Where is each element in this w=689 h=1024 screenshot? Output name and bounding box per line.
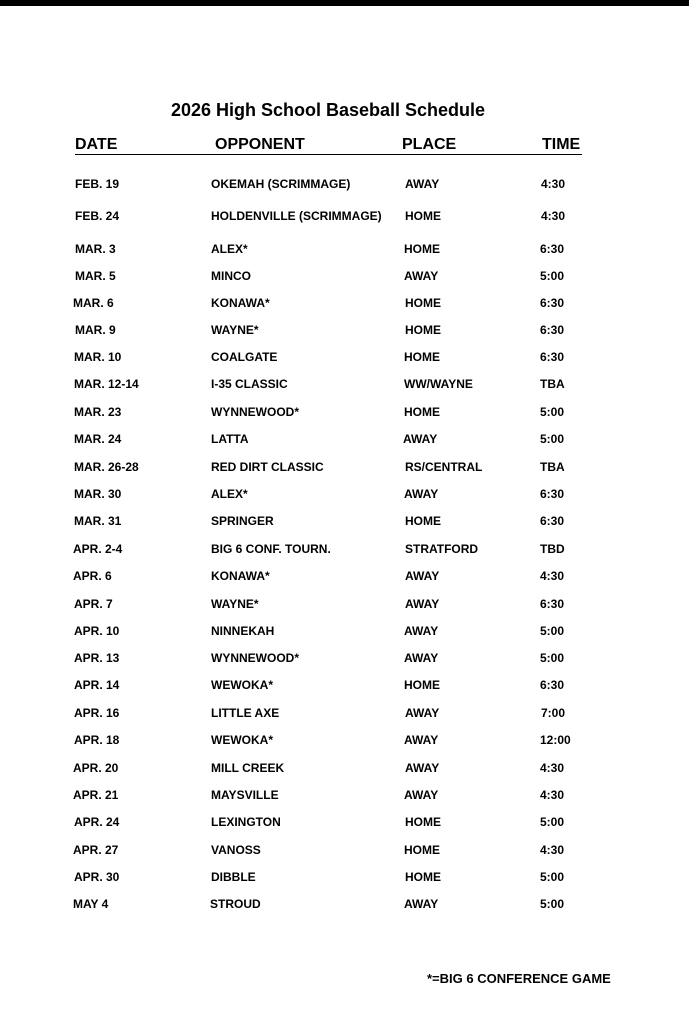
time-cell: 6:30	[540, 296, 565, 310]
place-cell: HOME	[405, 514, 441, 528]
place-cell: AWAY	[405, 597, 440, 611]
time-cell: 5:00	[540, 405, 565, 419]
time-cell: 4:30	[540, 761, 565, 775]
footnote: *=BIG 6 CONFERENCE GAME	[427, 971, 611, 986]
opponent-cell: MINCO	[211, 269, 251, 283]
place-cell: AWAY	[405, 569, 440, 583]
time-cell: 4:30	[541, 177, 566, 191]
place-cell: HOME	[404, 405, 440, 419]
opponent-cell: VANOSS	[211, 843, 261, 857]
date-cell: FEB. 19	[75, 177, 120, 191]
time-cell: 4:30	[540, 843, 565, 857]
opponent-cell: SPRINGER	[211, 514, 274, 528]
date-cell: MAR. 24	[74, 432, 122, 446]
header-place: PLACE	[402, 136, 457, 153]
date-cell: APR. 18	[74, 733, 120, 747]
opponent-cell: KONAWA*	[211, 296, 270, 310]
time-cell: 6:30	[540, 487, 565, 501]
place-cell: HOME	[405, 209, 441, 223]
time-cell: 5:00	[540, 651, 565, 665]
date-cell: FEB. 24	[75, 209, 120, 223]
place-cell: HOME	[404, 242, 440, 256]
place-cell: HOME	[405, 323, 441, 337]
place-cell: RS/CENTRAL	[405, 460, 483, 474]
place-cell: AWAY	[405, 177, 440, 191]
opponent-cell: OKEMAH (SCRIMMAGE)	[211, 177, 351, 191]
opponent-cell: MAYSVILLE	[211, 788, 279, 802]
date-cell: MAR. 30	[74, 487, 122, 501]
opponent-cell: STROUD	[210, 897, 261, 911]
opponent-cell: KONAWA*	[211, 569, 270, 583]
time-cell: 6:30	[540, 514, 565, 528]
place-cell: AWAY	[404, 651, 439, 665]
place-cell: AWAY	[404, 624, 439, 638]
opponent-cell: WYNNEWOOD*	[211, 651, 299, 665]
time-cell: 5:00	[540, 624, 565, 638]
date-cell: APR. 7	[74, 597, 113, 611]
time-cell: 4:30	[541, 209, 566, 223]
opponent-cell: WAYNE*	[211, 597, 259, 611]
opponent-cell: BIG 6 CONF. TOURN.	[211, 542, 331, 556]
date-cell: APR. 13	[74, 651, 120, 665]
date-cell: MAY 4	[73, 897, 109, 911]
time-cell: 7:00	[541, 706, 566, 720]
time-cell: 4:30	[540, 788, 565, 802]
date-cell: APR. 30	[74, 870, 120, 884]
opponent-cell: LATTA	[211, 432, 249, 446]
place-cell: HOME	[405, 815, 441, 829]
opponent-cell: COALGATE	[211, 350, 278, 364]
date-cell: APR. 21	[73, 788, 119, 802]
opponent-cell: ALEX*	[211, 487, 248, 501]
date-cell: MAR. 10	[74, 350, 122, 364]
date-cell: MAR. 9	[75, 323, 116, 337]
opponent-cell: RED DIRT CLASSIC	[211, 460, 324, 474]
opponent-cell: NINNEKAH	[211, 624, 275, 638]
time-cell: TBA	[540, 377, 565, 391]
opponent-cell: I-35 CLASSIC	[211, 377, 288, 391]
date-cell: MAR. 5	[75, 269, 116, 283]
time-cell: 5:00	[540, 815, 565, 829]
date-cell: APR. 27	[73, 843, 119, 857]
date-cell: APR. 6	[73, 569, 112, 583]
place-cell: STRATFORD	[405, 542, 479, 556]
place-cell: AWAY	[404, 788, 439, 802]
date-cell: APR. 14	[74, 678, 120, 692]
header-opponent: OPPONENT	[215, 136, 305, 153]
header-time: TIME	[542, 136, 581, 153]
place-cell: AWAY	[404, 269, 439, 283]
time-cell: TBD	[540, 542, 565, 556]
date-cell: MAR. 3	[75, 242, 116, 256]
opponent-cell: LITTLE AXE	[211, 706, 280, 720]
date-cell: MAR. 23	[74, 405, 122, 419]
page-title: 2026 High School Baseball Schedule	[170, 100, 486, 120]
place-cell: AWAY	[405, 706, 440, 720]
time-cell: 5:00	[540, 432, 565, 446]
time-cell: 4:30	[540, 569, 565, 583]
opponent-cell: MILL CREEK	[211, 761, 285, 775]
date-cell: MAR. 6	[73, 296, 114, 310]
place-cell: AWAY	[405, 761, 440, 775]
place-cell: AWAY	[404, 733, 439, 747]
time-cell: 6:30	[540, 350, 565, 364]
opponent-cell: DIBBLE	[211, 870, 256, 884]
opponent-cell: WEWOKA*	[211, 678, 273, 692]
opponent-cell: LEXINGTON	[211, 815, 281, 829]
opponent-cell: WAYNE*	[211, 323, 259, 337]
place-cell: WW/WAYNE	[404, 377, 473, 391]
place-cell: HOME	[404, 843, 440, 857]
time-cell: TBA	[540, 460, 565, 474]
time-cell: 6:30	[540, 242, 565, 256]
time-cell: 5:00	[540, 269, 565, 283]
date-cell: APR. 16	[74, 706, 120, 720]
place-cell: AWAY	[403, 432, 438, 446]
date-cell: APR. 20	[73, 761, 119, 775]
time-cell: 5:00	[540, 897, 565, 911]
date-cell: APR. 24	[74, 815, 120, 829]
opponent-cell: ALEX*	[211, 242, 248, 256]
time-cell: 6:30	[540, 323, 565, 337]
time-cell: 6:30	[540, 678, 565, 692]
place-cell: AWAY	[404, 487, 439, 501]
opponent-cell: WYNNEWOOD*	[211, 405, 299, 419]
time-cell: 12:00	[540, 733, 571, 747]
opponent-cell: HOLDENVILLE (SCRIMMAGE)	[211, 209, 382, 223]
place-cell: AWAY	[404, 897, 439, 911]
place-cell: HOME	[405, 870, 441, 884]
date-cell: APR. 10	[74, 624, 120, 638]
opponent-cell: WEWOKA*	[211, 733, 273, 747]
date-cell: MAR. 26-28	[74, 460, 139, 474]
time-cell: 6:30	[540, 597, 565, 611]
place-cell: HOME	[404, 350, 440, 364]
place-cell: HOME	[404, 678, 440, 692]
place-cell: HOME	[405, 296, 441, 310]
header-date: DATE	[75, 136, 118, 153]
date-cell: MAR. 12-14	[74, 377, 139, 391]
time-cell: 5:00	[540, 870, 565, 884]
date-cell: APR. 2-4	[73, 542, 123, 556]
date-cell: MAR. 31	[74, 514, 122, 528]
